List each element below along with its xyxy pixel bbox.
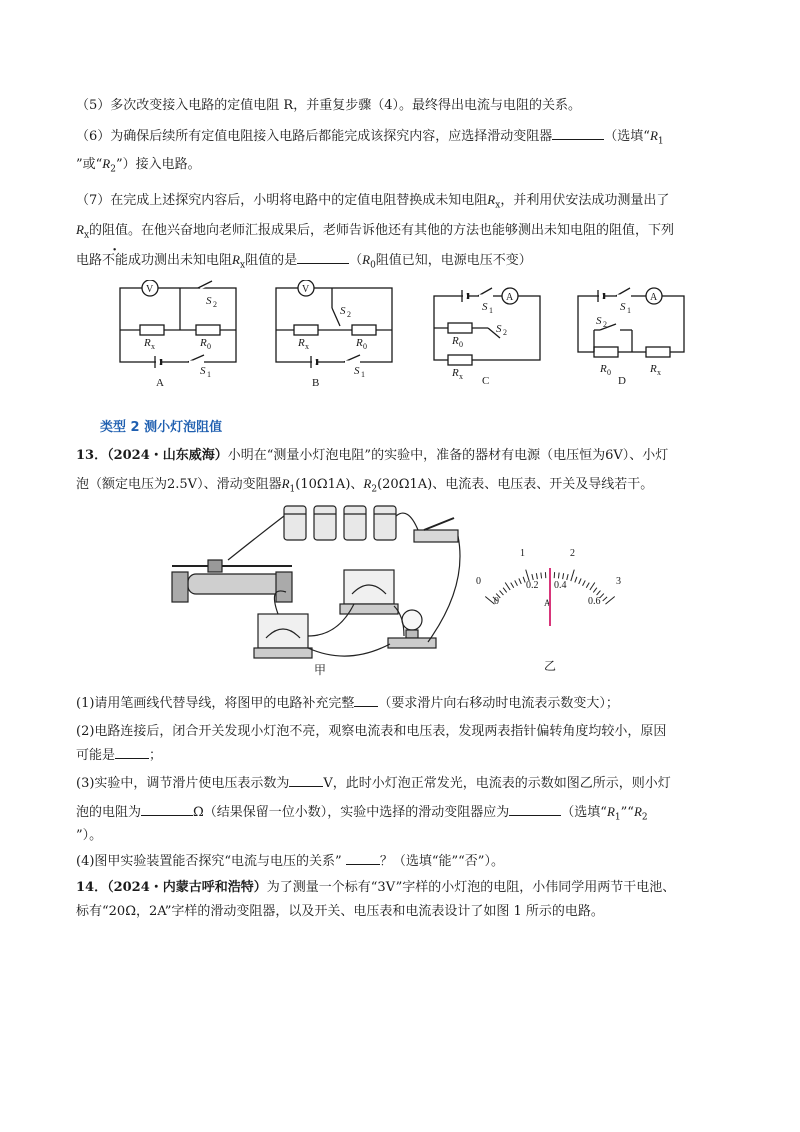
circuit-d xyxy=(578,288,684,357)
q13-part1: (1)请用笔画线代替导线，将图甲的电路补充完整 （要求滑片向右移动时电流表示数变大）； xyxy=(76,696,619,711)
q12-step7: （7）在完成上述探究内容后，小明将电路中的定值电阻替换成未知电阻$R_x$，并利用伏安法成功测量出了 xyxy=(76,192,670,211)
answer-blank[interactable] xyxy=(509,803,561,816)
svg-text:0: 0 xyxy=(207,342,211,351)
circuit-a xyxy=(120,280,236,368)
svg-text:A: A xyxy=(544,598,551,608)
ammeter xyxy=(254,614,312,658)
svg-text:R: R xyxy=(452,367,459,379)
meter-tick xyxy=(597,591,601,596)
light-bulb xyxy=(388,610,436,648)
q12-step7-cont: $R_x$的阻值。在他兴奋地向老师汇报成果后，老师告诉他还有其他的方法也能够测出未知电阻的阻值，下列 xyxy=(76,222,675,241)
meter-tick xyxy=(536,573,537,579)
svg-text:x: x xyxy=(459,372,463,381)
svg-text:1: 1 xyxy=(361,370,365,379)
q13-intro: 13．（2024・山东威海）小明在“测量小灯泡电阻”的实验中，准备的器材有电源（电压恒为6V）、小灯 xyxy=(76,448,669,463)
voltmeter xyxy=(340,570,398,614)
q13-part4: (4)图甲实验装置能否探究“电流与电压的关系” ？（选填“能”“否”）。 xyxy=(76,854,504,869)
svg-text:S: S xyxy=(482,301,488,313)
meter-tick xyxy=(571,570,574,581)
svg-text:A: A xyxy=(156,377,164,389)
figure-apparatus xyxy=(168,496,468,680)
svg-text:1: 1 xyxy=(489,306,493,315)
svg-text:A: A xyxy=(506,292,514,303)
switch xyxy=(414,518,458,542)
meter-tick xyxy=(500,591,504,596)
svg-text:0.6: 0.6 xyxy=(588,596,601,607)
q13-part2-cont: 可能是 ； xyxy=(76,748,163,763)
q13-part3-cont: 泡的电阻为 Ω（结果保留一位小数），实验中选择的滑动变阻器应为 （选填“$R_1”“R_2$ xyxy=(76,804,648,823)
answer-blank[interactable] xyxy=(346,852,380,865)
figure-ammeter-scale xyxy=(470,540,640,680)
svg-text:1: 1 xyxy=(207,370,211,379)
q12-step7-cont2: 电路不能成功测出未知电阻$R_x$阻值的是 （$R_0$阻值已知，电源电压不变） xyxy=(76,252,532,271)
meter-tick xyxy=(505,583,510,590)
svg-text:R: R xyxy=(600,363,607,375)
svg-text:0.2: 0.2 xyxy=(526,580,539,591)
meter-tick xyxy=(575,577,577,583)
q13-part2: (2)电路连接后，闭合开关发现小灯泡不亮，观察电流表和电压表，发现两表指针偏转角度均较小，原因 xyxy=(76,724,667,739)
q14-intro: 14．（2024・内蒙古呼和浩特）为了测量一个标有“3V”字样的小灯泡的电阻，小伟同学用两节干电池、 xyxy=(76,880,676,895)
circuit-diagrams xyxy=(100,280,700,400)
svg-text:0: 0 xyxy=(476,576,481,587)
q13-part3: (3)实验中，调节滑片使电压表示数为 V，此时小灯泡正常发光，电流表的示数如图乙所示，则小灯 xyxy=(76,776,671,791)
answer-blank[interactable] xyxy=(141,803,193,816)
svg-text:0: 0 xyxy=(607,368,611,377)
q12-step6: （6）为确保后续所有定值电阻接入电路后都能完成该探究内容，应选择滑动变阻器 （选填“$R_1$ xyxy=(76,128,664,147)
svg-text:0: 0 xyxy=(363,342,367,351)
answer-blank[interactable] xyxy=(115,746,149,759)
svg-text:S: S xyxy=(200,365,206,377)
svg-text:甲: 甲 xyxy=(314,663,327,677)
svg-text:A: A xyxy=(650,292,658,303)
svg-text:乙: 乙 xyxy=(544,659,557,673)
section-title: 类型 2 测小灯泡阻值 xyxy=(100,420,223,435)
svg-text:1: 1 xyxy=(520,548,525,559)
svg-text:V: V xyxy=(146,284,154,295)
circuit-b xyxy=(276,280,392,368)
svg-text:2: 2 xyxy=(603,320,607,329)
rheostat xyxy=(172,560,292,602)
svg-text:D: D xyxy=(618,375,626,387)
svg-text:0: 0 xyxy=(494,596,499,607)
q13-intro-cont: 泡（额定电压为2.5V）、滑动变阻器$R_1(10\Omega 1A)$、$R_2(20\Omega 1A)$、电流表、电压表、开关及导线若干。 xyxy=(76,476,654,495)
meter-tick xyxy=(563,573,564,579)
meter-tick xyxy=(586,583,589,588)
svg-text:2: 2 xyxy=(503,328,507,337)
svg-text:2: 2 xyxy=(347,310,351,319)
answer-blank[interactable] xyxy=(289,774,323,787)
svg-text:1: 1 xyxy=(627,306,631,315)
svg-text:R: R xyxy=(200,337,207,349)
q14-intro-cont: 标有“20Ω，2A”字样的滑动变阻器，以及开关、电压表和电流表设计了如图 1 所示的电路。 xyxy=(76,904,604,919)
answer-blank[interactable] xyxy=(354,694,378,707)
svg-text:3: 3 xyxy=(616,576,621,587)
meter-tick xyxy=(593,588,597,593)
meter-tick xyxy=(541,573,542,579)
meter-tick xyxy=(558,573,559,579)
meter-tick xyxy=(519,578,521,584)
meter-tick xyxy=(567,574,568,580)
circuit-c xyxy=(434,288,540,365)
svg-text:R: R xyxy=(356,337,363,349)
svg-text:S: S xyxy=(620,301,626,313)
battery-pack xyxy=(284,506,396,540)
svg-text:S: S xyxy=(496,323,502,335)
svg-text:S: S xyxy=(340,305,346,317)
svg-text:R: R xyxy=(452,335,459,347)
svg-text:R: R xyxy=(144,337,151,349)
svg-text:C: C xyxy=(482,375,490,387)
meter-tick xyxy=(583,580,586,585)
answer-blank[interactable] xyxy=(297,251,349,264)
svg-text:0: 0 xyxy=(459,340,463,349)
q13-part3-end: ”）。 xyxy=(76,828,103,843)
svg-text:2: 2 xyxy=(213,300,217,309)
meter-tick xyxy=(511,583,514,588)
svg-text:0.4: 0.4 xyxy=(554,580,567,591)
svg-text:V: V xyxy=(302,284,310,295)
q12-step6-cont: ”或“$R_2$”）接入电路。 xyxy=(76,156,201,175)
svg-text:R: R xyxy=(298,337,305,349)
meter-tick xyxy=(523,577,525,583)
q12-step5: （5）多次改变接入电路的定值电阻 R，并重复步骤（4）。最终得出电流与电阻的关系。 xyxy=(76,98,581,113)
svg-text:2: 2 xyxy=(570,548,575,559)
svg-text:x: x xyxy=(657,368,661,377)
svg-text:B: B xyxy=(312,377,320,389)
svg-text:x: x xyxy=(305,342,309,351)
svg-text:S: S xyxy=(596,315,602,327)
svg-text:x: x xyxy=(151,342,155,351)
svg-text:S: S xyxy=(206,295,212,307)
meter-tick xyxy=(515,580,518,585)
svg-text:S: S xyxy=(354,365,360,377)
answer-blank[interactable] xyxy=(552,127,604,140)
meter-tick xyxy=(590,583,595,590)
meter-tick xyxy=(603,597,607,601)
meter-tick xyxy=(503,588,507,593)
svg-text:R: R xyxy=(650,363,657,375)
meter-tick xyxy=(579,578,581,584)
